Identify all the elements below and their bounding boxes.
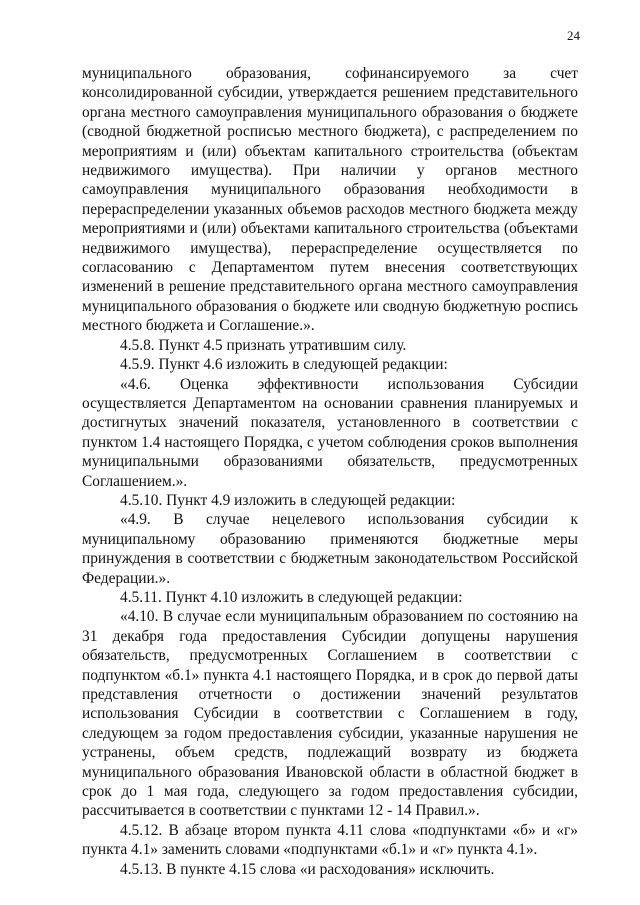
paragraph-quote-4-6: «4.6. Оценка эффективности использования Субсидии осуществляется Департаментом на основании сравнения планируемых и достигнутых значений показателя, установленного в соответствии с пунктом 1.4 настоящего Порядка, с учетом соблюдения сроков выполнения муниципальными образованиями обязательств, предусмотренных Соглашением.». bbox=[82, 375, 578, 490]
paragraph-quote-4-9: «4.9. В случае нецелевого использования субсидии к муниципальному образованию применяются бюджетные меры принуждения в соответствии с бюджетным законодательством Российской Федерации.». bbox=[82, 511, 578, 587]
paragraph-quote-4-10: «4.10. В случае если муниципальным образованием по состоянию на 31 декабря года предоставления Субсидии допущены нарушения обязательств, предусмотренных Соглашением в соответствии с подпунктом «б.1» пункта 4.1 настоящего Порядка, и в срок до первой даты представления отчетности о достижении значений результатов использования Субсидии в соответствии с Соглашением в году, следующем за годом предоставления субсидии, указанные нарушения не устранены, объем средств, подлежащий возврату из бюджета муниципального образования Ивановской области в областной бюджет в срок до 1 мая года, следующего за годом предоставления субсидии, рассчитывается в соответствии с пунктами 12 - 14 Правил.». bbox=[82, 608, 578, 820]
paragraph-4-5-10: 4.5.10. Пункт 4.9 изложить в следующей редакции: bbox=[120, 491, 456, 509]
document-body bbox=[82, 64, 578, 879]
paragraph-4-5-13: 4.5.13. В пункте 4.15 слова «и расходования» исключить. bbox=[120, 860, 495, 878]
paragraph-4-5-12: 4.5.12. В абзаце втором пункта 4.11 слова «подпунктами «б» и «г» пункта 4.1» заменить словами «подпунктами «б.1» и «г» пункта 4.1». bbox=[82, 821, 578, 859]
page-number: 24 bbox=[567, 28, 580, 43]
paragraph-4-5-8: 4.5.8. Пункт 4.5 признать утратившим силу. bbox=[120, 336, 407, 354]
paragraph-4-5-11: 4.5.11. Пункт 4.10 изложить в следующей редакции: bbox=[120, 588, 463, 606]
paragraph-4-5-9: 4.5.9. Пункт 4.6 изложить в следующей редакции: bbox=[120, 356, 448, 374]
paragraph-continuation: муниципального образования, софинансируемого за счет консолидированной субсидии, утверждается решением представительного органа местного самоуправления муниципального образования о бюджете (сводной бюджетной росписью местного бюджета), с распределением по мероприятиям и (или) объектам капитального строительства (объектам недвижимого имущества). При наличии у органов местного самоуправления муниципального образования необходимости в перераспределении указанных объемов расходов местного бюджета между мероприятиями и (или) объектами капитального строительства (объектами недвижимого имущества), перераспределение осуществляется по согласованию с Департаментом путем внесения соответствующих изменений в решение представительного органа местного самоуправления муниципального образования о бюджете или сводную бюджетную роспись местного бюджета и Соглашение.». bbox=[82, 65, 578, 335]
